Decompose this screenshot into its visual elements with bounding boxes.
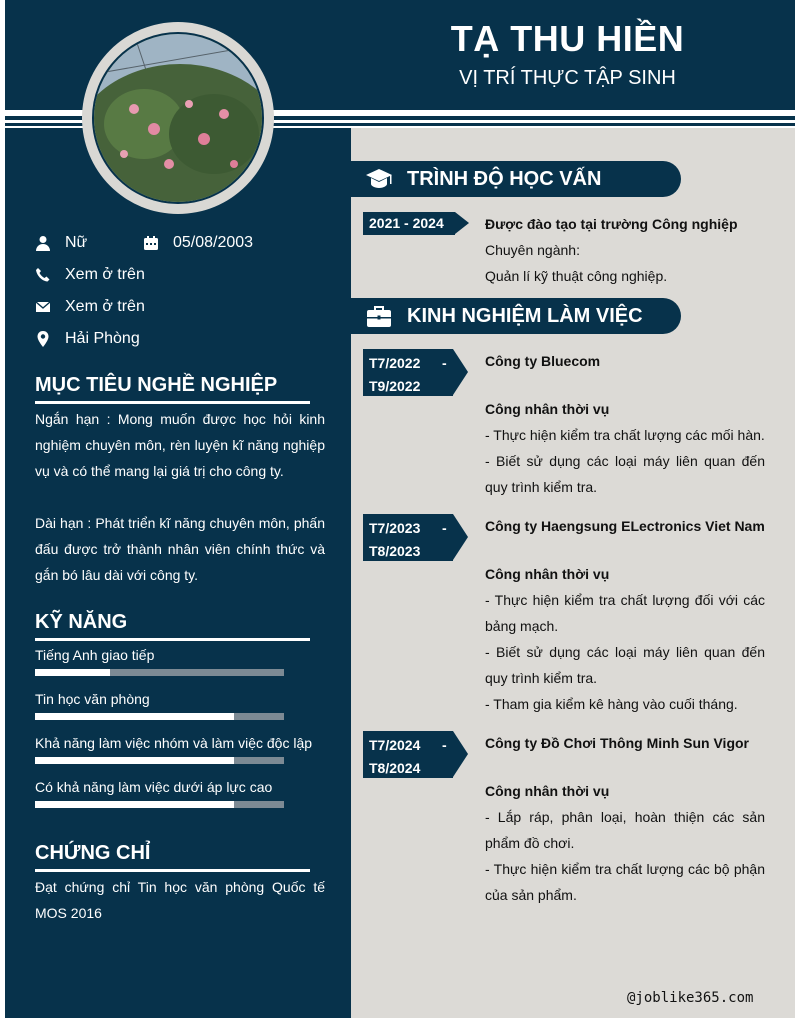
education-period: 2021 - 2024 (363, 212, 455, 235)
job-position: Công nhân thời vụ (485, 566, 610, 582)
profile-photo (92, 32, 264, 204)
address-row (35, 330, 140, 348)
objective-divider (35, 401, 310, 404)
education-heading (351, 161, 681, 197)
skill-bar (35, 757, 284, 764)
skill-bar-fill (35, 713, 234, 720)
job-task: - Biết sử dụng các loại máy liên quan đến quy trình kiểm tra. (485, 453, 765, 495)
job-dash: - (442, 737, 447, 753)
location-pin-icon (35, 331, 51, 347)
job-position: Công nhân thời vụ (485, 401, 610, 417)
job-task: - Biết sử dụng các loại máy liên quan đến quy trình kiểm tra. (485, 644, 765, 686)
education-title: TRÌNH ĐỘ HỌC VẤN (407, 167, 602, 190)
phone-row (35, 266, 145, 284)
job-period-arrow (453, 514, 468, 560)
skill-label: Khả năng làm việc nhóm và làm việc độc lập (35, 735, 313, 751)
gender-row (35, 234, 87, 252)
candidate-name: TẠ THU HIỀN (450, 18, 685, 59)
phone-icon (35, 267, 51, 283)
calendar-icon (143, 235, 159, 251)
skill-bar-fill (35, 669, 110, 676)
dob-value: 05/08/2003 (173, 234, 254, 251)
job-period (363, 349, 453, 396)
skill-label: Có khả năng làm việc dưới áp lực cao (35, 779, 273, 795)
email-value: Xem ở trên (65, 298, 145, 315)
skill-label: Tin học văn phòng (35, 691, 150, 707)
education-major: Quản lí kỹ thuật công nghiệp. (485, 268, 668, 284)
briefcase-icon (365, 302, 393, 330)
skills-title: KỸ NĂNG (35, 611, 128, 633)
job-dash: - (442, 520, 447, 536)
job-end: T8/2023 (369, 543, 421, 559)
skill-bar-fill (35, 757, 234, 764)
certificates-divider (35, 869, 310, 872)
skill-bar-fill (35, 801, 234, 808)
job-company: Công ty Đồ Chơi Thông Minh Sun Vigor (485, 735, 749, 751)
objective-long: Dài hạn : Phát triển kĩ năng chuyên môn, phấn đấu được trở thành nhân viên chính thức và gắn bó lâu dài với công ty. (35, 515, 325, 583)
job-start: T7/2023 (369, 520, 421, 536)
skill-label: Tiếng Anh giao tiếp (35, 647, 155, 663)
gender-value: Nữ (65, 234, 88, 251)
skill-bar (35, 801, 284, 808)
education-major-label: Chuyên ngành: (485, 242, 580, 258)
job-task: - Tham gia kiểm kê hàng vào cuối tháng. (485, 696, 738, 712)
experience-heading (351, 298, 681, 334)
job-period (363, 514, 453, 561)
email-row (35, 298, 145, 316)
education-period-arrow (455, 212, 469, 234)
job-task: - Thực hiện kiểm tra chất lượng đối với các bảng mạch. (485, 592, 765, 634)
job-company: Công ty Bluecom (485, 353, 601, 369)
skill-bar (35, 669, 284, 676)
job-period-arrow (453, 731, 468, 777)
job-end: T8/2024 (369, 760, 421, 776)
graduation-cap-icon (365, 165, 393, 193)
job-dash: - (442, 355, 447, 371)
job-start: T7/2024 (369, 737, 421, 753)
job-task: - Lắp ráp, phân loại, hoàn thiện các sản phẩm đồ chơi. (485, 809, 765, 851)
skill-bar (35, 713, 284, 720)
dob-row (143, 234, 253, 252)
certificates-text: Đạt chứng chỉ Tin học văn phòng Quốc tế MOS 2016 (35, 879, 325, 921)
candidate-role: VỊ TRÍ THỰC TẬP SINH (459, 67, 676, 89)
objective-title: MỤC TIÊU NGHỀ NGHIỆP (35, 374, 278, 396)
job-position: Công nhân thời vụ (485, 783, 610, 799)
job-task: - Thực hiện kiểm tra chất lượng các bộ phận của sản phẩm. (485, 861, 765, 903)
address-value: Hải Phòng (65, 330, 140, 347)
resume-page (5, 0, 795, 1018)
job-end: T9/2022 (369, 378, 421, 394)
phone-value: Xem ở trên (65, 266, 145, 283)
job-company: Công ty Haengsung ELectronics Viet Nam (485, 518, 765, 534)
objective-short: Ngắn hạn : Mong muốn được học hỏi kinh nghiệm chuyên môn, rèn luyện kĩ năng nghiệp vụ và có thể mang lại giá trị cho công ty. (35, 411, 325, 479)
job-task: - Thực hiện kiểm tra chất lượng các mối hàn. (485, 427, 765, 443)
person-icon (35, 235, 51, 251)
certificates-title: CHỨNG CHỈ (35, 842, 151, 864)
job-period-arrow (453, 349, 468, 395)
envelope-icon (35, 299, 51, 315)
job-start: T7/2022 (369, 355, 421, 371)
experience-title: KINH NGHIỆM LÀM VIỆC (407, 304, 643, 327)
skills-divider (35, 638, 310, 641)
job-period (363, 731, 453, 778)
education-school: Được đào tạo tại trường Công nghiệp (485, 216, 738, 232)
watermark: @joblike365.com (627, 990, 754, 1006)
